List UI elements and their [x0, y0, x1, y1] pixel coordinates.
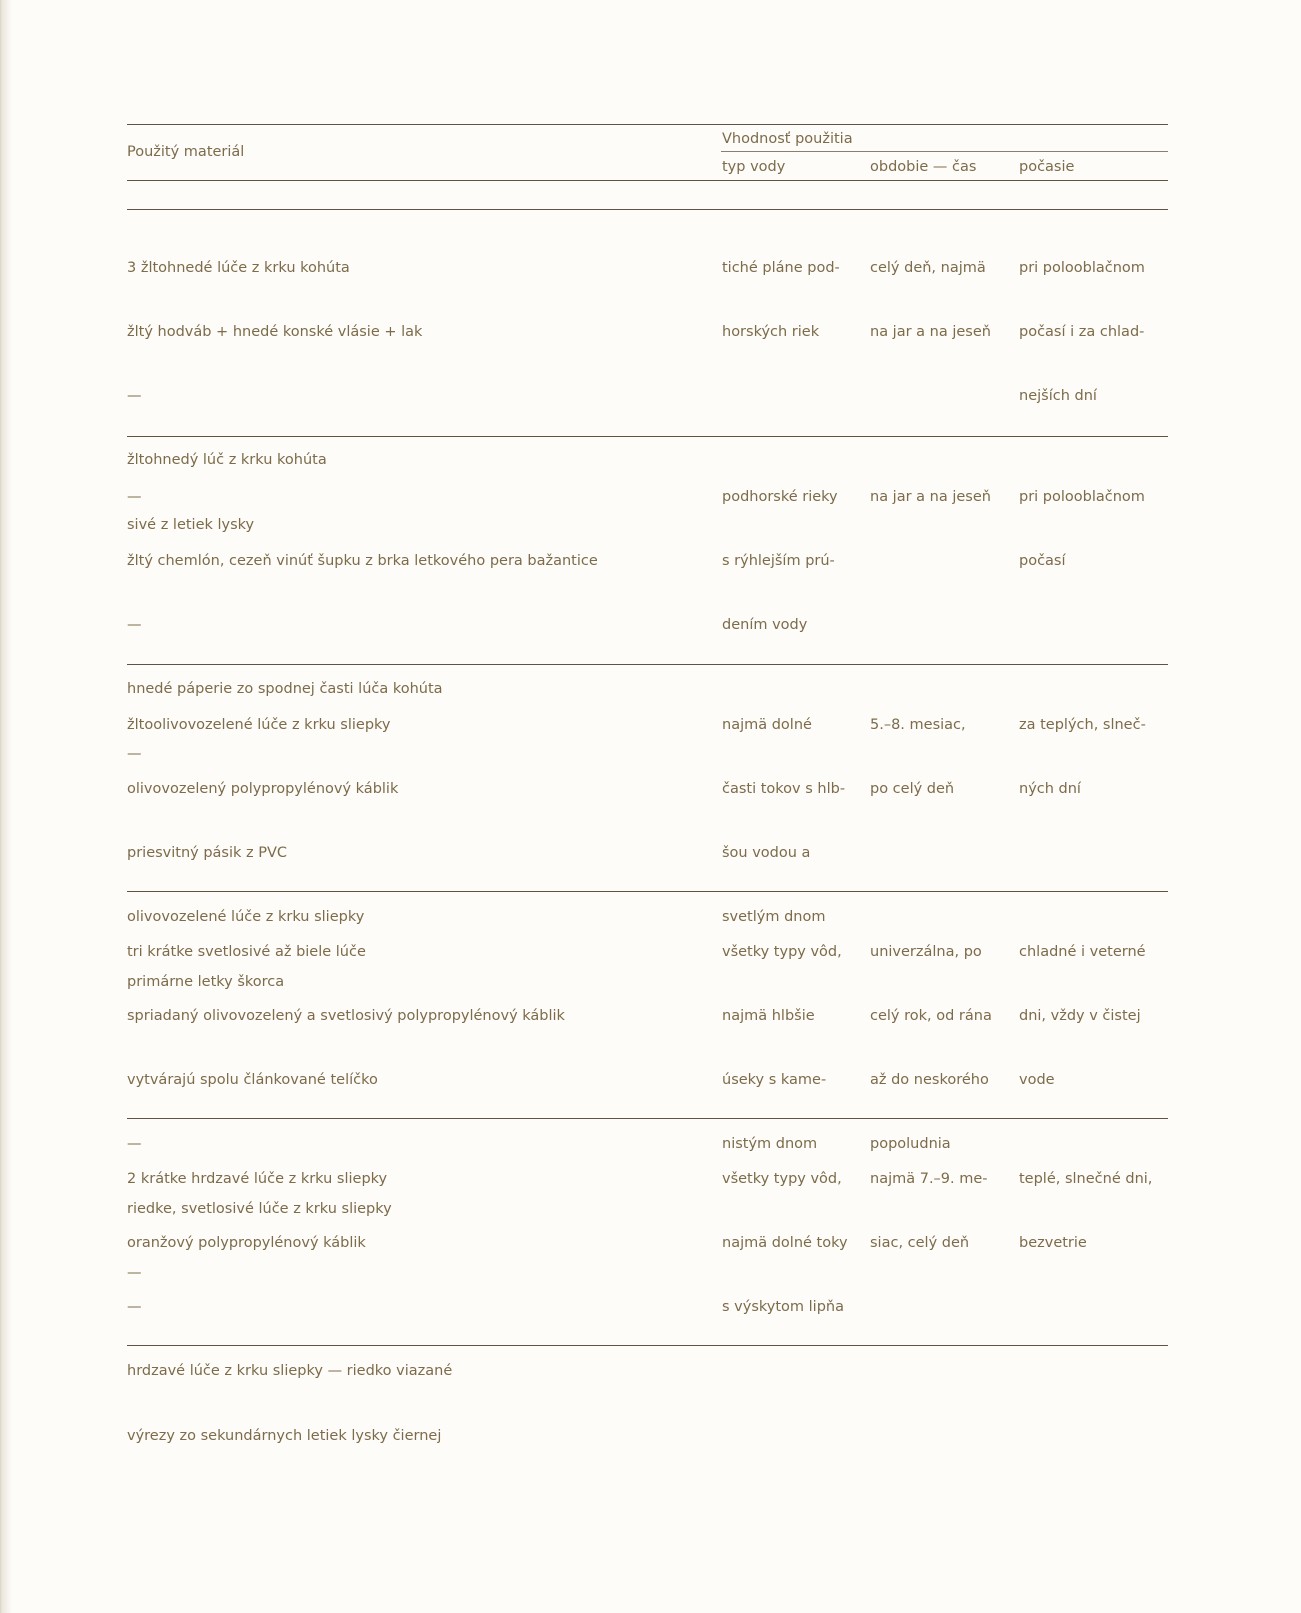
water-type-line: najmä dolné — [722, 716, 812, 733]
weather-line: chladné i veterné — [1019, 943, 1146, 960]
material-line: primárne letky škorca — [127, 973, 285, 990]
weather-line: teplé, slnečné dni, — [1019, 1170, 1153, 1187]
material-line: žltoolivovozelené lúče z krku sliepky — [127, 716, 391, 733]
material-line: olivovozelené lúče z krku sliepky — [127, 909, 365, 926]
weather-line: dni, vždy v čistej — [1019, 1008, 1141, 1025]
water-type-line: najmä hlbšie — [722, 1008, 815, 1025]
material-line: výrezy zo sekundárnych letiek lysky čiernej — [127, 1427, 442, 1444]
weather-line: za teplých, slneč- — [1019, 716, 1146, 733]
water-type-line: najmä dolné toky — [722, 1235, 848, 1252]
period-line: popoludnia — [870, 1136, 951, 1153]
weather-line: počasí i za chlad- — [1019, 324, 1145, 341]
water-type-line: s rýhlejším prú- — [722, 553, 835, 570]
table-row-3-weather — [1019, 672, 1146, 843]
weather-line: pri polooblačnom — [1019, 259, 1145, 276]
water-type-line: horských riek — [722, 324, 820, 341]
material-line: tri krátke svetlosivé až biele lúče — [127, 943, 366, 960]
material-line: — — [127, 388, 142, 405]
material-line: 2 krátke hrdzavé lúče z krku sliepky — [127, 1170, 388, 1187]
water-type-line: dením vody — [722, 617, 808, 634]
period-line: 5.–8. mesiac, — [870, 716, 966, 733]
period-line: siac, celý deň — [870, 1235, 970, 1252]
table-row-1-period — [870, 215, 991, 386]
table-row-5-period — [870, 1126, 988, 1297]
material-line: — — [127, 488, 142, 505]
period-line: najmä 7.–9. me- — [870, 1170, 988, 1187]
material-line: — — [127, 1136, 142, 1153]
table-row-3-period — [870, 672, 966, 843]
header-bottom-rule — [127, 180, 1168, 181]
weather-line: počasí — [1019, 553, 1066, 570]
material-line: — — [127, 1264, 142, 1281]
material-line: hnedé páperie zo spodnej časti lúča kohúta — [127, 681, 443, 698]
period-line: celý rok, od rána — [870, 1008, 992, 1025]
table-row-2-period — [870, 444, 991, 551]
water-type-header: typ vody — [722, 159, 786, 175]
water-type-line: nistým dnom — [722, 1136, 818, 1153]
material-line: hrdzavé lúče z krku sliepky — riedko viazané — [127, 1363, 453, 1380]
weather-line: ných dní — [1019, 781, 1081, 798]
water-type-line: šou vodou a — [722, 845, 811, 862]
water-type-line: všetky typy vôd, — [722, 943, 842, 960]
period-line: až do neskorého — [870, 1072, 989, 1089]
period-line: na jar a na jeseň — [870, 324, 991, 341]
material-line: priesvitný pásik z PVC — [127, 845, 288, 862]
weather-line: bezvetrie — [1019, 1235, 1087, 1252]
weather-line: vode — [1019, 1072, 1055, 1089]
water-type-line: svetlým dnom — [722, 909, 826, 926]
material-line: 3 žltohnedé lúče z krku kohúta — [127, 259, 350, 276]
material-line: žltohnedý lúč z krku kohúta — [127, 452, 327, 469]
material-header: Použitý materiál — [127, 144, 245, 160]
table-row-4-weather — [1019, 899, 1146, 1134]
material-line: sivé z letiek lysky — [127, 516, 255, 533]
table-row-2-weather — [1019, 444, 1145, 615]
period-line: univerzálna, po — [870, 943, 982, 960]
suitability-header: Vhodnosť použitia — [722, 131, 853, 147]
header-top-rule — [127, 124, 1168, 125]
table-row-2-water-type — [722, 444, 838, 679]
water-type-line: úseky s kame- — [722, 1072, 827, 1089]
water-type-line: tiché pláne pod- — [722, 259, 840, 276]
weather-line: pri polooblačnom — [1019, 488, 1145, 505]
water-type-line: podhorské rieky — [722, 488, 838, 505]
water-type-line: všetky typy vôd, — [722, 1170, 842, 1187]
suitability-rule — [721, 151, 1168, 152]
material-line: — — [127, 745, 142, 762]
material-line: oranžový polypropylénový káblik — [127, 1235, 366, 1252]
period-line: na jar a na jeseň — [870, 488, 991, 505]
material-line: olivovozelený polypropylénový káblik — [127, 781, 399, 798]
material-line: žltý hodváb + hnedé konské vlásie + lak — [127, 324, 423, 341]
material-line: spriadaný olivovozelený a svetlosivý polypropylénový káblik — [127, 1008, 565, 1025]
table-row-5-material — [127, 1126, 452, 1490]
period-line: celý deň, najmä — [870, 259, 986, 276]
material-line: riedke, svetlosivé lúče z krku sliepky — [127, 1200, 392, 1217]
table-row-5-weather — [1019, 1126, 1152, 1297]
weather-header: počasie — [1019, 159, 1075, 175]
body-top-rule — [127, 209, 1168, 210]
period-line: po celý deň — [870, 781, 955, 798]
material-line: vytvárajú spolu článkované telíčko — [127, 1072, 378, 1089]
table-row-5-water-type — [722, 1126, 848, 1361]
table-row-1-water-type — [722, 215, 840, 386]
table-row-1-weather — [1019, 215, 1145, 450]
water-type-line: časti tokov s hlb- — [722, 781, 846, 798]
period-header: obdobie — čas — [870, 159, 977, 175]
water-type-line: s výskytom lipňa — [722, 1299, 844, 1316]
material-line: žltý chemlón, cezeň vinúť šupku z brka letkového pera bažantice — [127, 553, 598, 570]
material-line: — — [127, 1299, 142, 1316]
weather-line: nejších dní — [1019, 388, 1097, 405]
material-line: — — [127, 617, 142, 634]
